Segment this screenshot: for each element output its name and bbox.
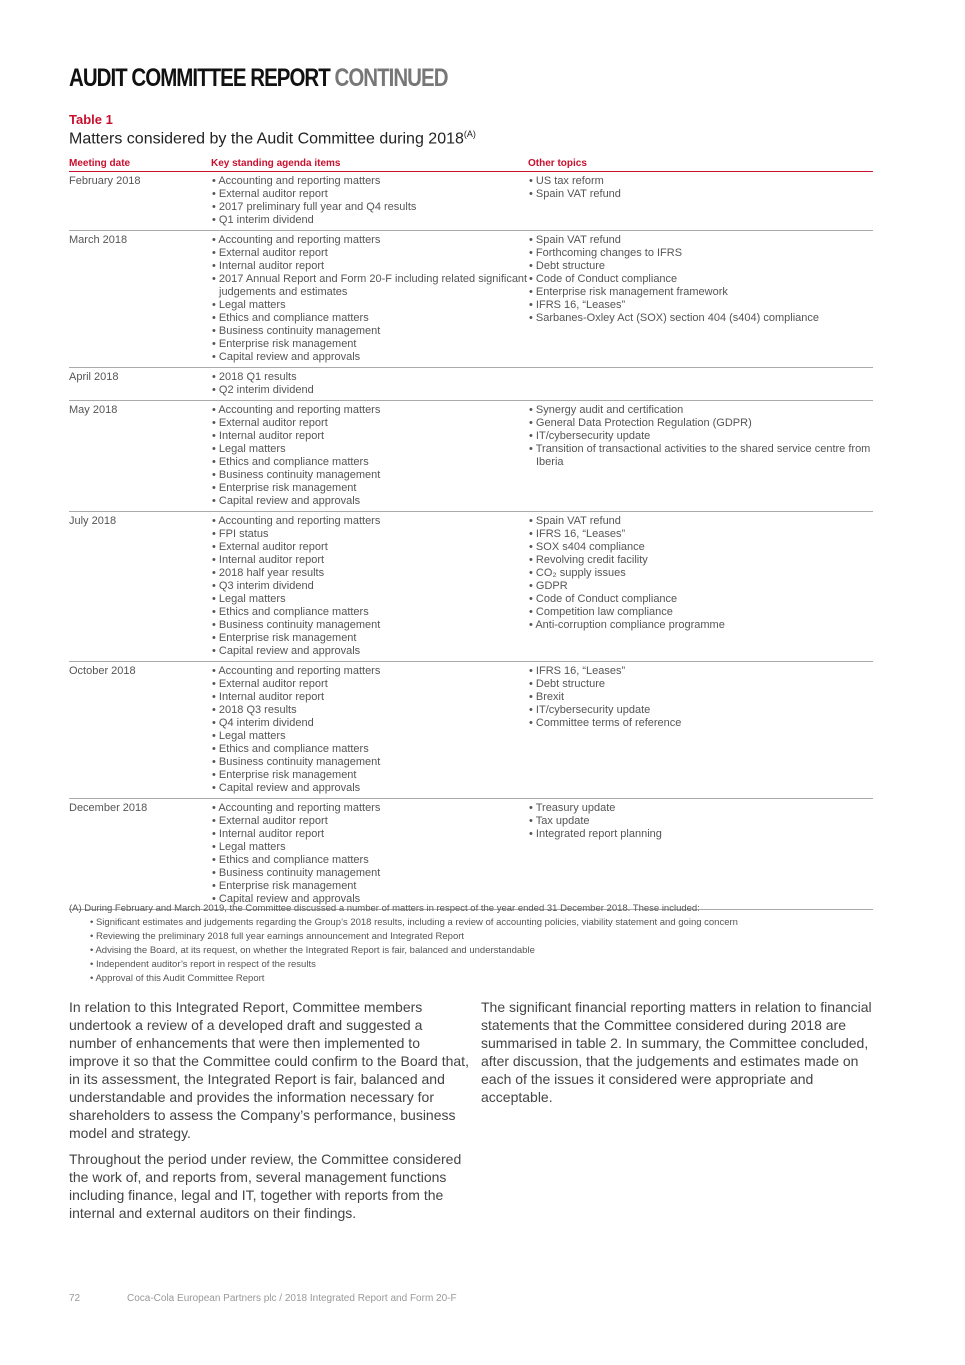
agenda-item: • Accounting and reporting matters (211, 515, 528, 528)
agenda-item: • Accounting and reporting matters (211, 665, 528, 678)
agenda-cell (211, 662, 528, 799)
table-row (69, 401, 873, 512)
agenda-item: • Ethics and compliance matters (211, 312, 528, 325)
agenda-item: • Capital review and approvals (211, 782, 528, 795)
other-topics-list (528, 515, 873, 632)
footnote-intro: (A) During February and March 2019, the Committee discussed a number of matters in respect of the year ended 31 December 2018. These included: (69, 903, 700, 914)
agenda-item: • 2017 preliminary full year and Q4 results (211, 201, 528, 214)
agenda-item: • Business continuity management (211, 756, 528, 769)
agenda-item: • Capital review and approvals (211, 893, 528, 906)
agenda-item: • Legal matters (211, 730, 528, 743)
agenda-item: • Internal auditor report (211, 430, 528, 443)
other-topic-item: • Spain VAT refund (528, 515, 873, 528)
title-sub: CONTINUED (334, 64, 448, 92)
agenda-item: • Enterprise risk management (211, 632, 528, 645)
agenda-item: • Internal auditor report (211, 260, 528, 273)
other-topics-cell (528, 368, 873, 401)
header-meeting-date: Meeting date (69, 158, 211, 172)
meeting-date: April 2018 (69, 368, 211, 401)
footnote-list (89, 916, 879, 986)
other-topic-item: • US tax reform (528, 175, 873, 188)
other-topics-cell (528, 799, 873, 910)
other-topics-cell (528, 231, 873, 368)
table-row (69, 799, 873, 910)
page-number: 72 (69, 1293, 81, 1304)
agenda-item: • Capital review and approvals (211, 351, 528, 364)
agenda-item: • External auditor report (211, 815, 528, 828)
other-topic-item: • Forthcoming changes to IFRS (528, 247, 873, 260)
other-topic-item: • IFRS 16, “Leases” (528, 528, 873, 541)
other-topic-item: • Enterprise risk management framework (528, 286, 873, 299)
page-title (69, 64, 448, 93)
other-topic-item: • Revolving credit facility (528, 554, 873, 567)
agenda-item: • Capital review and approvals (211, 645, 528, 658)
other-topic-item: • Synergy audit and certification (528, 404, 873, 417)
agenda-item: • 2018 Q1 results (211, 371, 528, 384)
agenda-item: • External auditor report (211, 417, 528, 430)
other-topics-list (528, 404, 873, 469)
other-topic-item: • Code of Conduct compliance (528, 593, 873, 606)
table-row (69, 662, 873, 799)
agenda-item: • External auditor report (211, 678, 528, 691)
table-title-note: (A) (463, 129, 476, 139)
agenda-list (211, 515, 528, 658)
other-topic-item: • Code of Conduct compliance (528, 273, 873, 286)
other-topic-item: • IFRS 16, “Leases” (528, 299, 873, 312)
agenda-item: • Q4 interim dividend (211, 717, 528, 730)
other-topics-cell (528, 172, 873, 231)
other-topics-list (528, 234, 873, 325)
other-topic-item: • Sarbanes-Oxley Act (SOX) section 404 (s404) compliance (528, 312, 873, 325)
footnote-item: • Advising the Board, at its request, on whether the Integrated Report is fair, balanced and understandable (89, 944, 879, 958)
meeting-date: July 2018 (69, 512, 211, 662)
body-left-column (69, 998, 469, 1230)
other-topic-item: • Debt structure (528, 678, 873, 691)
other-topic-item: • Integrated report planning (528, 828, 873, 841)
agenda-item: • Accounting and reporting matters (211, 234, 528, 247)
agenda-cell (211, 799, 528, 910)
agenda-list (211, 175, 528, 227)
agenda-item: • 2018 half year results (211, 567, 528, 580)
agenda-item: • Internal auditor report (211, 691, 528, 704)
agenda-item: • Legal matters (211, 299, 528, 312)
agenda-item: • Q3 interim dividend (211, 580, 528, 593)
agenda-item: • Ethics and compliance matters (211, 606, 528, 619)
agenda-list (211, 234, 528, 364)
table-row (69, 512, 873, 662)
agenda-item: • Ethics and compliance matters (211, 456, 528, 469)
agenda-item: • Internal auditor report (211, 554, 528, 567)
agenda-item: • External auditor report (211, 188, 528, 201)
other-topic-item: • Debt structure (528, 260, 873, 273)
agenda-cell (211, 401, 528, 512)
agenda-list (211, 371, 528, 397)
body-right-column (481, 998, 881, 1114)
agenda-item: • Enterprise risk management (211, 338, 528, 351)
footnote-item: • Approval of this Audit Committee Report (89, 972, 879, 986)
table-title-text: Matters considered by the Audit Committee during 2018 (69, 130, 464, 148)
agenda-item: • Q1 interim dividend (211, 214, 528, 227)
body-paragraph: The significant financial reporting matters in relation to financial statements that the Committee considered during 2018 are summarised in table 2. In summary, the Committee concluded, after discussion, that the judgements and estimates made on each of the issues it considered were appropriate and acceptable. (481, 999, 872, 1105)
footer-source: Coca-Cola European Partners plc / 2018 Integrated Report and Form 20-F (127, 1293, 457, 1304)
table-row (69, 172, 873, 231)
body-paragraph: In relation to this Integrated Report, Committee members undertook a review of a developed draft and suggested a number of enhancements that were then implemented to improve it so that the Committee could confirm to the Board that, in its assessment, the Integrated Report is fair, balanced and understandable and provides the information necessary for shareholders to assess the Company’s performance, business model and strategy. (69, 999, 469, 1141)
agenda-item: • Business continuity management (211, 325, 528, 338)
agenda-item: • Legal matters (211, 593, 528, 606)
other-topics-list (528, 802, 873, 841)
body-paragraph: Throughout the period under review, the Committee considered the work of, and reports from, several management functions including finance, legal and IT, together with reports from the internal and external auditors on their findings. (69, 1151, 462, 1221)
title-main: AUDIT COMMITTEE REPORT (69, 64, 330, 92)
agenda-list (211, 404, 528, 508)
agenda-cell (211, 172, 528, 231)
other-topic-item: • Treasury update (528, 802, 873, 815)
meeting-date: March 2018 (69, 231, 211, 368)
agenda-item: • FPI status (211, 528, 528, 541)
agenda-item: • External auditor report (211, 541, 528, 554)
other-topic-item: • Transition of transactional activities to the shared service centre from Iberia (528, 443, 873, 469)
agenda-item: • Enterprise risk management (211, 769, 528, 782)
other-topics-list (528, 175, 873, 201)
agenda-item: • Capital review and approvals (211, 495, 528, 508)
agenda-item: • Accounting and reporting matters (211, 175, 528, 188)
agenda-item: • Accounting and reporting matters (211, 404, 528, 417)
footnote (69, 902, 879, 986)
agenda-cell (211, 512, 528, 662)
other-topics-cell (528, 401, 873, 512)
footnote-item: • Reviewing the preliminary 2018 full year earnings announcement and Integrated Report (89, 930, 879, 944)
other-topics-cell (528, 662, 873, 799)
footnote-item: • Independent auditor’s report in respect of the results (89, 958, 879, 972)
agenda-item: • Legal matters (211, 841, 528, 854)
meeting-date: February 2018 (69, 172, 211, 231)
agenda-item: • Business continuity management (211, 619, 528, 632)
header-other-topics: Other topics (528, 158, 873, 172)
meeting-date: December 2018 (69, 799, 211, 910)
agenda-item: • Internal auditor report (211, 828, 528, 841)
other-topic-item: • General Data Protection Regulation (GDPR) (528, 417, 873, 430)
meeting-date: May 2018 (69, 401, 211, 512)
agenda-cell (211, 368, 528, 401)
matters-table (69, 158, 873, 910)
agenda-item: • Enterprise risk management (211, 880, 528, 893)
agenda-cell (211, 231, 528, 368)
header-agenda-items: Key standing agenda items (211, 158, 528, 172)
other-topic-item: • Spain VAT refund (528, 188, 873, 201)
agenda-item: • External auditor report (211, 247, 528, 260)
other-topic-item: • Tax update (528, 815, 873, 828)
other-topics-cell (528, 512, 873, 662)
table-title (69, 129, 476, 148)
meeting-date: October 2018 (69, 662, 211, 799)
other-topic-item: • Spain VAT refund (528, 234, 873, 247)
agenda-item: • Legal matters (211, 443, 528, 456)
table-label: Table 1 (69, 112, 113, 127)
agenda-item: • 2018 Q3 results (211, 704, 528, 717)
agenda-item: • Enterprise risk management (211, 482, 528, 495)
other-topic-item: • Anti-corruption compliance programme (528, 619, 873, 632)
agenda-item: • Ethics and compliance matters (211, 743, 528, 756)
other-topics-list (528, 665, 873, 730)
footnote-item: • Significant estimates and judgements regarding the Group’s 2018 results, including a review of accounting policies, viability statement and going concern (89, 916, 879, 930)
agenda-item: • 2017 Annual Report and Form 20-F including related significant judgements and estimates (211, 273, 528, 299)
other-topic-item: • IT/cybersecurity update (528, 430, 873, 443)
other-topic-item: • Competition law compliance (528, 606, 873, 619)
agenda-item: • Accounting and reporting matters (211, 802, 528, 815)
other-topic-item: • Brexit (528, 691, 873, 704)
agenda-item: • Business continuity management (211, 867, 528, 880)
other-topic-item: • Committee terms of reference (528, 717, 873, 730)
other-topic-item: • IT/cybersecurity update (528, 704, 873, 717)
agenda-item: • Business continuity management (211, 469, 528, 482)
agenda-list (211, 802, 528, 906)
agenda-item: • Ethics and compliance matters (211, 854, 528, 867)
other-topic-item: • GDPR (528, 580, 873, 593)
table-row (69, 368, 873, 401)
other-topic-item: • CO₂ supply issues (528, 567, 873, 580)
agenda-item: • Q2 interim dividend (211, 384, 528, 397)
agenda-list (211, 665, 528, 795)
other-topic-item: • SOX s404 compliance (528, 541, 873, 554)
table-row (69, 231, 873, 368)
other-topic-item: • IFRS 16, “Leases” (528, 665, 873, 678)
